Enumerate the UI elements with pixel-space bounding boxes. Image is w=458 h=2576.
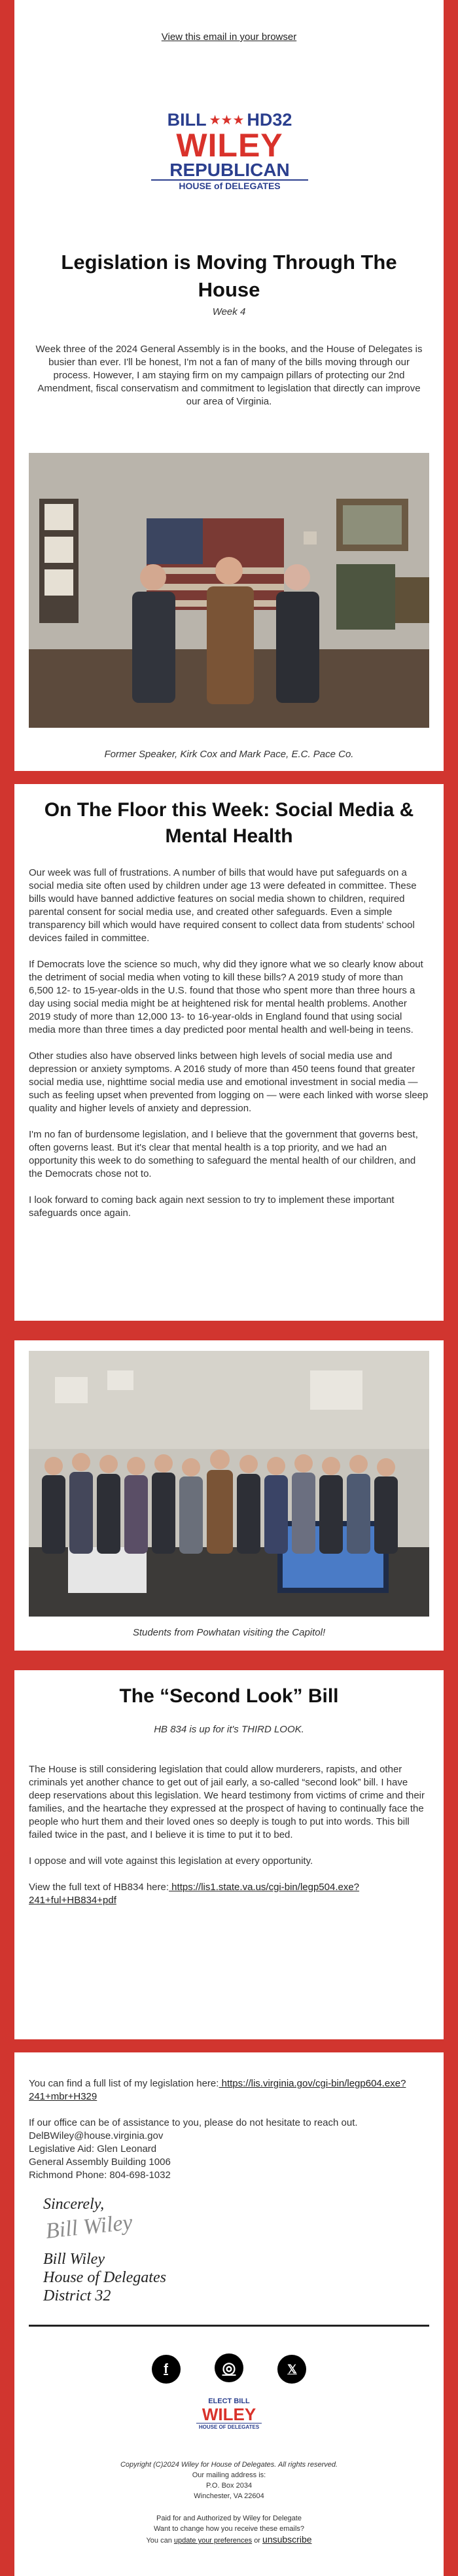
facebook-icon[interactable]: f xyxy=(152,2355,181,2384)
x-icon[interactable]: 𝕏 xyxy=(277,2355,306,2384)
section4-title: The “Second Look” Bill xyxy=(119,1685,339,1707)
signature-block xyxy=(43,2195,305,2305)
copyright: Copyright (C)2024 Wiley for House of Delegates. All rights reserved. xyxy=(120,2461,338,2469)
divider xyxy=(29,2325,429,2327)
section2-paragraph-5: I look forward to coming back again next session to try to implement these important safeguards once again. xyxy=(29,1194,395,1219)
second-look-card xyxy=(14,1670,444,2039)
legislation-prefix: You can find a full list of my legislation here: xyxy=(29,2078,219,2089)
sign-name: Bill Wiley xyxy=(43,2251,105,2268)
sign-chamber: House of Delegates xyxy=(43,2269,166,2286)
logo-district-code: HD32 xyxy=(247,109,292,130)
instagram-icon[interactable]: ◎ xyxy=(215,2353,243,2382)
unsubscribe-link[interactable]: unsubscribe xyxy=(262,2534,312,2545)
star-icon: ★★★ xyxy=(209,113,245,128)
contact-email: DelBWiley@house.virginia.gov xyxy=(29,2130,164,2141)
contact-aid: Legislative Aid: Glen Leonard xyxy=(29,2143,157,2155)
handwritten-signature: Bill Wiley xyxy=(44,2210,134,2244)
preferences-line xyxy=(14,2534,444,2546)
contact-invite: If our office can be of assistance to you, please do not hesitate to reach out. xyxy=(29,2117,358,2128)
section2-paragraph-3: Other studies also have observed links between high levels of social media use and depression or anxiety symptoms. A 2016 study of more than 450 teens found that greater social media use, nighttime social media use and emotional investment in social media — such as feeling upset when prevented from logging on — were each linked with worse sleep quality and higher levels of anxiety and depression. xyxy=(29,1050,429,1114)
contact-phone: Richmond Phone: 804-698-1032 xyxy=(29,2170,171,2181)
section1-title: Legislation is Moving Through The House xyxy=(61,251,397,301)
group-photo-illustration xyxy=(29,453,429,728)
paid-for: Paid for and Authorized by Wiley for Delegate xyxy=(156,2514,302,2522)
photo-powhatan-students xyxy=(29,1351,429,1617)
footer-logo-top: ELECT BILL xyxy=(208,2397,250,2405)
section4-paragraph-1: The House is still considering legislation that could allow murderers, rapists, and other criminals yet another chance to get out of jail early, a so-called “second look” bill. I have deep reservations about this legislation. We heard testimony from victims of crime and their families, and the heartache they expressed at the prospect of having to continually face the people who hurt them and their loved ones so deeply is tough to put into words. This bill failed twice in the past, and I believe it is time to put it to bed. xyxy=(29,1764,425,1840)
legislation-list-link[interactable]: https://lis.virginia.gov/cgi-bin/legp604.exe?241+mbr+H329 xyxy=(29,2078,406,2102)
students-photo-illustration xyxy=(29,1351,429,1617)
section4-subtitle: HB 834 is up for it's THIRD LOOK. xyxy=(154,1724,304,1735)
section2-paragraph-2: If Democrats love the science so much, why did they ignore what we so clearly know about the detriment of social media when voting to kill these bills? A 2019 study of more than 6,500 12- to 15-year-olds in the U.S. found that those who spent more than three hours a day using social media might be at heightened risk for mental health problems. Another 2019 study of more than 12,000 13- to 16-year-olds in England found that using social media more than three times a day predicted poor mental health and well-being in teens. xyxy=(29,959,423,1035)
social-links xyxy=(14,2353,444,2384)
update-preferences-link[interactable]: update your preferences xyxy=(173,2537,253,2545)
logo-name-last: WILEY xyxy=(176,127,283,164)
photo-kirk-cox-mark-pace xyxy=(29,453,429,728)
photo1-caption: Former Speaker, Kirk Cox and Mark Pace, E.C. Pace Co. xyxy=(104,749,354,760)
photo2-caption: Students from Powhatan visiting the Capitol! xyxy=(132,1627,326,1638)
change-prompt: Want to change how you receive these emails? xyxy=(153,2525,305,2533)
logo-chamber: HOUSE of DELEGATES xyxy=(151,179,308,191)
footer-logo-name: WILEY xyxy=(202,2405,256,2424)
section4-paragraph-2: I oppose and will vote against this legislation at every opportunity. xyxy=(29,1855,313,1867)
mailing-label: Our mailing address is: xyxy=(192,2471,266,2479)
section4-full-text xyxy=(29,1881,429,1907)
address-line-2: Winchester, VA 22604 xyxy=(194,2492,264,2500)
sign-district: District 32 xyxy=(43,2287,111,2304)
section2-paragraph-4: I'm no fan of burdensome legislation, and I believe that the government that governs best, often governs least. But it's clear that mental health is a top priority, and we had an opportunity this week to do something to safeguard the mental health of our children, and the Democrats chose not to. xyxy=(29,1129,418,1179)
wiley-logo xyxy=(151,109,308,191)
section1-body: Week three of the 2024 General Assembly is in the books, and the House of Delegates is busier than ever. I'll be honest, I'm not a fan of many of the bills moving through our process. However, I am staying firm on my campaign pillars of protecting our 2nd Amendment, fiscal conservatism and commitment to legislation that directly can improve our area of Virginia. xyxy=(35,344,423,407)
full-text-prefix: View the full text of HB834 here: xyxy=(29,1882,169,1893)
section1-subtitle: Week 4 xyxy=(212,306,246,317)
footer-logo-bottom: HOUSE OF DELEGATES xyxy=(196,2423,262,2431)
footer-logo xyxy=(196,2397,262,2441)
contact-footer-card xyxy=(14,2052,444,2576)
students-photo-card xyxy=(14,1340,444,1651)
social-media-card xyxy=(14,784,444,1321)
section2-paragraph-1: Our week was full of frustrations. A number of bills that would have put safeguards on a social media site often used by children under age 13 were defeated in committee. These bills would have banned addictive features on social media shown to children, required parental consent for social media use, and created other safeguards. Even a simple transparency bill which would have required consent to collect data from students' school devices failed in committee. xyxy=(29,867,417,944)
address-line-1: P.O. Box 2034 xyxy=(205,2482,253,2490)
logo-name-first: BILL xyxy=(167,109,207,130)
footer-text xyxy=(14,2460,444,2546)
legislation-list xyxy=(29,2077,429,2103)
signoff: Sincerely, xyxy=(43,2196,105,2213)
logo-party: REPUBLICAN xyxy=(169,160,290,180)
section2-title: On The Floor this Week: Social Media & Mental Health xyxy=(44,799,414,847)
intro-card xyxy=(14,0,444,771)
view-in-browser-link[interactable]: View this email in your browser xyxy=(161,31,297,43)
update-prefix: You can xyxy=(146,2537,172,2545)
or-text: or xyxy=(254,2537,260,2545)
hb834-full-text-link[interactable]: https://lis1.state.va.us/cgi-bin/legp504.exe?241+ful+HB834+pdf xyxy=(29,1882,360,1906)
contact-office: General Assembly Building 1006 xyxy=(29,2156,171,2168)
